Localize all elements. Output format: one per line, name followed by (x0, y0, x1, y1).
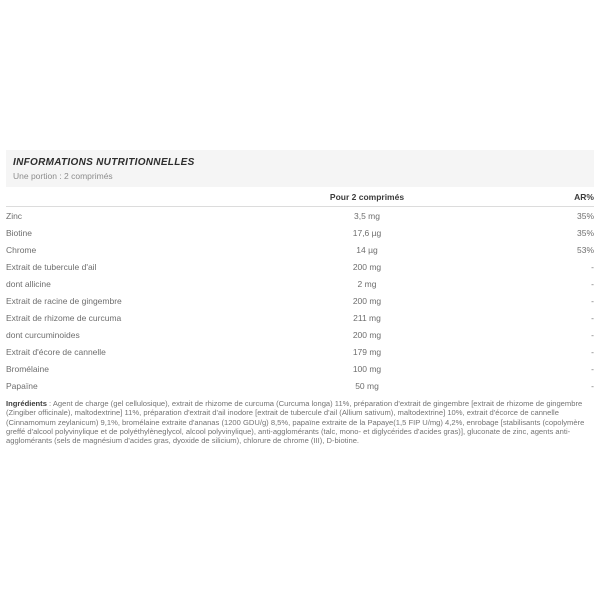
row-label: Extrait de racine de gingembre (6, 295, 122, 306)
row-value: 211 mg (353, 312, 381, 323)
row-label: Zinc (6, 210, 23, 221)
row-value: 50 mg (355, 380, 379, 391)
row-ar: - (591, 312, 594, 323)
table-row (6, 224, 594, 241)
table-row (6, 309, 594, 326)
row-ar: - (591, 261, 594, 272)
row-value: 14 µg (356, 244, 378, 255)
row-value: 3,5 mg (354, 210, 380, 221)
row-label: Bromélaine (6, 363, 49, 374)
row-label: dont allicine (6, 278, 51, 289)
table-row (6, 207, 594, 224)
row-value: 200 mg (352, 329, 382, 340)
row-ar: 35% (576, 210, 594, 221)
row-label: Biotine (6, 227, 32, 238)
table-row (6, 343, 594, 360)
column-header-ar: AR% (574, 192, 594, 202)
nutrition-table (6, 207, 594, 394)
column-header-value: Pour 2 comprimés (329, 192, 405, 202)
row-label: dont curcuminoides (6, 329, 80, 340)
row-value: 17,6 µg (352, 227, 382, 238)
row-ar: - (591, 295, 594, 306)
table-row (6, 241, 594, 258)
portion-note: Une portion : 2 comprimés (13, 171, 113, 181)
row-label: Papaïne (6, 380, 38, 391)
row-value: 100 mg (352, 363, 382, 374)
row-label: Extrait de rhizome de curcuma (6, 312, 122, 323)
table-row (6, 377, 594, 394)
row-label: Extrait d'écore de cannelle (6, 346, 106, 357)
row-ar: - (591, 278, 594, 289)
table-row (6, 326, 594, 343)
ingredients-text: : Agent de charge (gel cellulosique), extrait de rhizome de curcuma (Curcuma longa) 11%, préparation d'extrait de gingembre [extrait de rhizome de gingembre (Zingiber officinale), maltodextrine] 11%, préparation d'extrait d'ail inodore [extrait de tubercule d'ail (Allium sativum), maltodextrine] 10%, extrait d'écorce de cannelle (Cinnamomum zeylanicum) 9,1%, bromélaine extraite d'ananas (1200 GDU/g) 8,5%, papaïne extraite de la Papaye(1,5 FIP U/mg) 4,2%, enrobage [stabilisants (copolymère greffé d'alcool polyvinylique et de polyéthylèneglycol, alcool polyvinylique), anti-agglomérants (talc, mono- et diglycérides d'acides gras)], gluconate de zinc, agents anti-agglomérants (sels de magnésium d'acides gras, dyoxide de silicium), chlorure de chrome (III), D-biotine. (6, 399, 585, 446)
table-row (6, 292, 594, 309)
ingredients-paragraph (6, 399, 594, 445)
nutrition-header (6, 150, 594, 187)
row-ar: - (591, 380, 594, 391)
row-label: Chrome (6, 244, 37, 255)
row-ar: - (591, 363, 594, 374)
row-ar: 53% (576, 244, 594, 255)
table-row (6, 275, 594, 292)
row-ar: - (591, 346, 594, 357)
table-header-row (6, 187, 594, 207)
row-value: 2 mg (357, 278, 377, 289)
row-value: 200 mg (352, 261, 382, 272)
row-value: 179 mg (352, 346, 382, 357)
row-ar: - (591, 329, 594, 340)
ingredients-label: Ingrédients (6, 399, 47, 408)
row-value: 200 mg (352, 295, 382, 306)
row-label: Extrait de tubercule d'ail (6, 261, 97, 272)
table-row (6, 360, 594, 377)
table-row (6, 258, 594, 275)
row-ar: 35% (576, 227, 594, 238)
page-title: INFORMATIONS NUTRITIONNELLES (13, 157, 195, 168)
